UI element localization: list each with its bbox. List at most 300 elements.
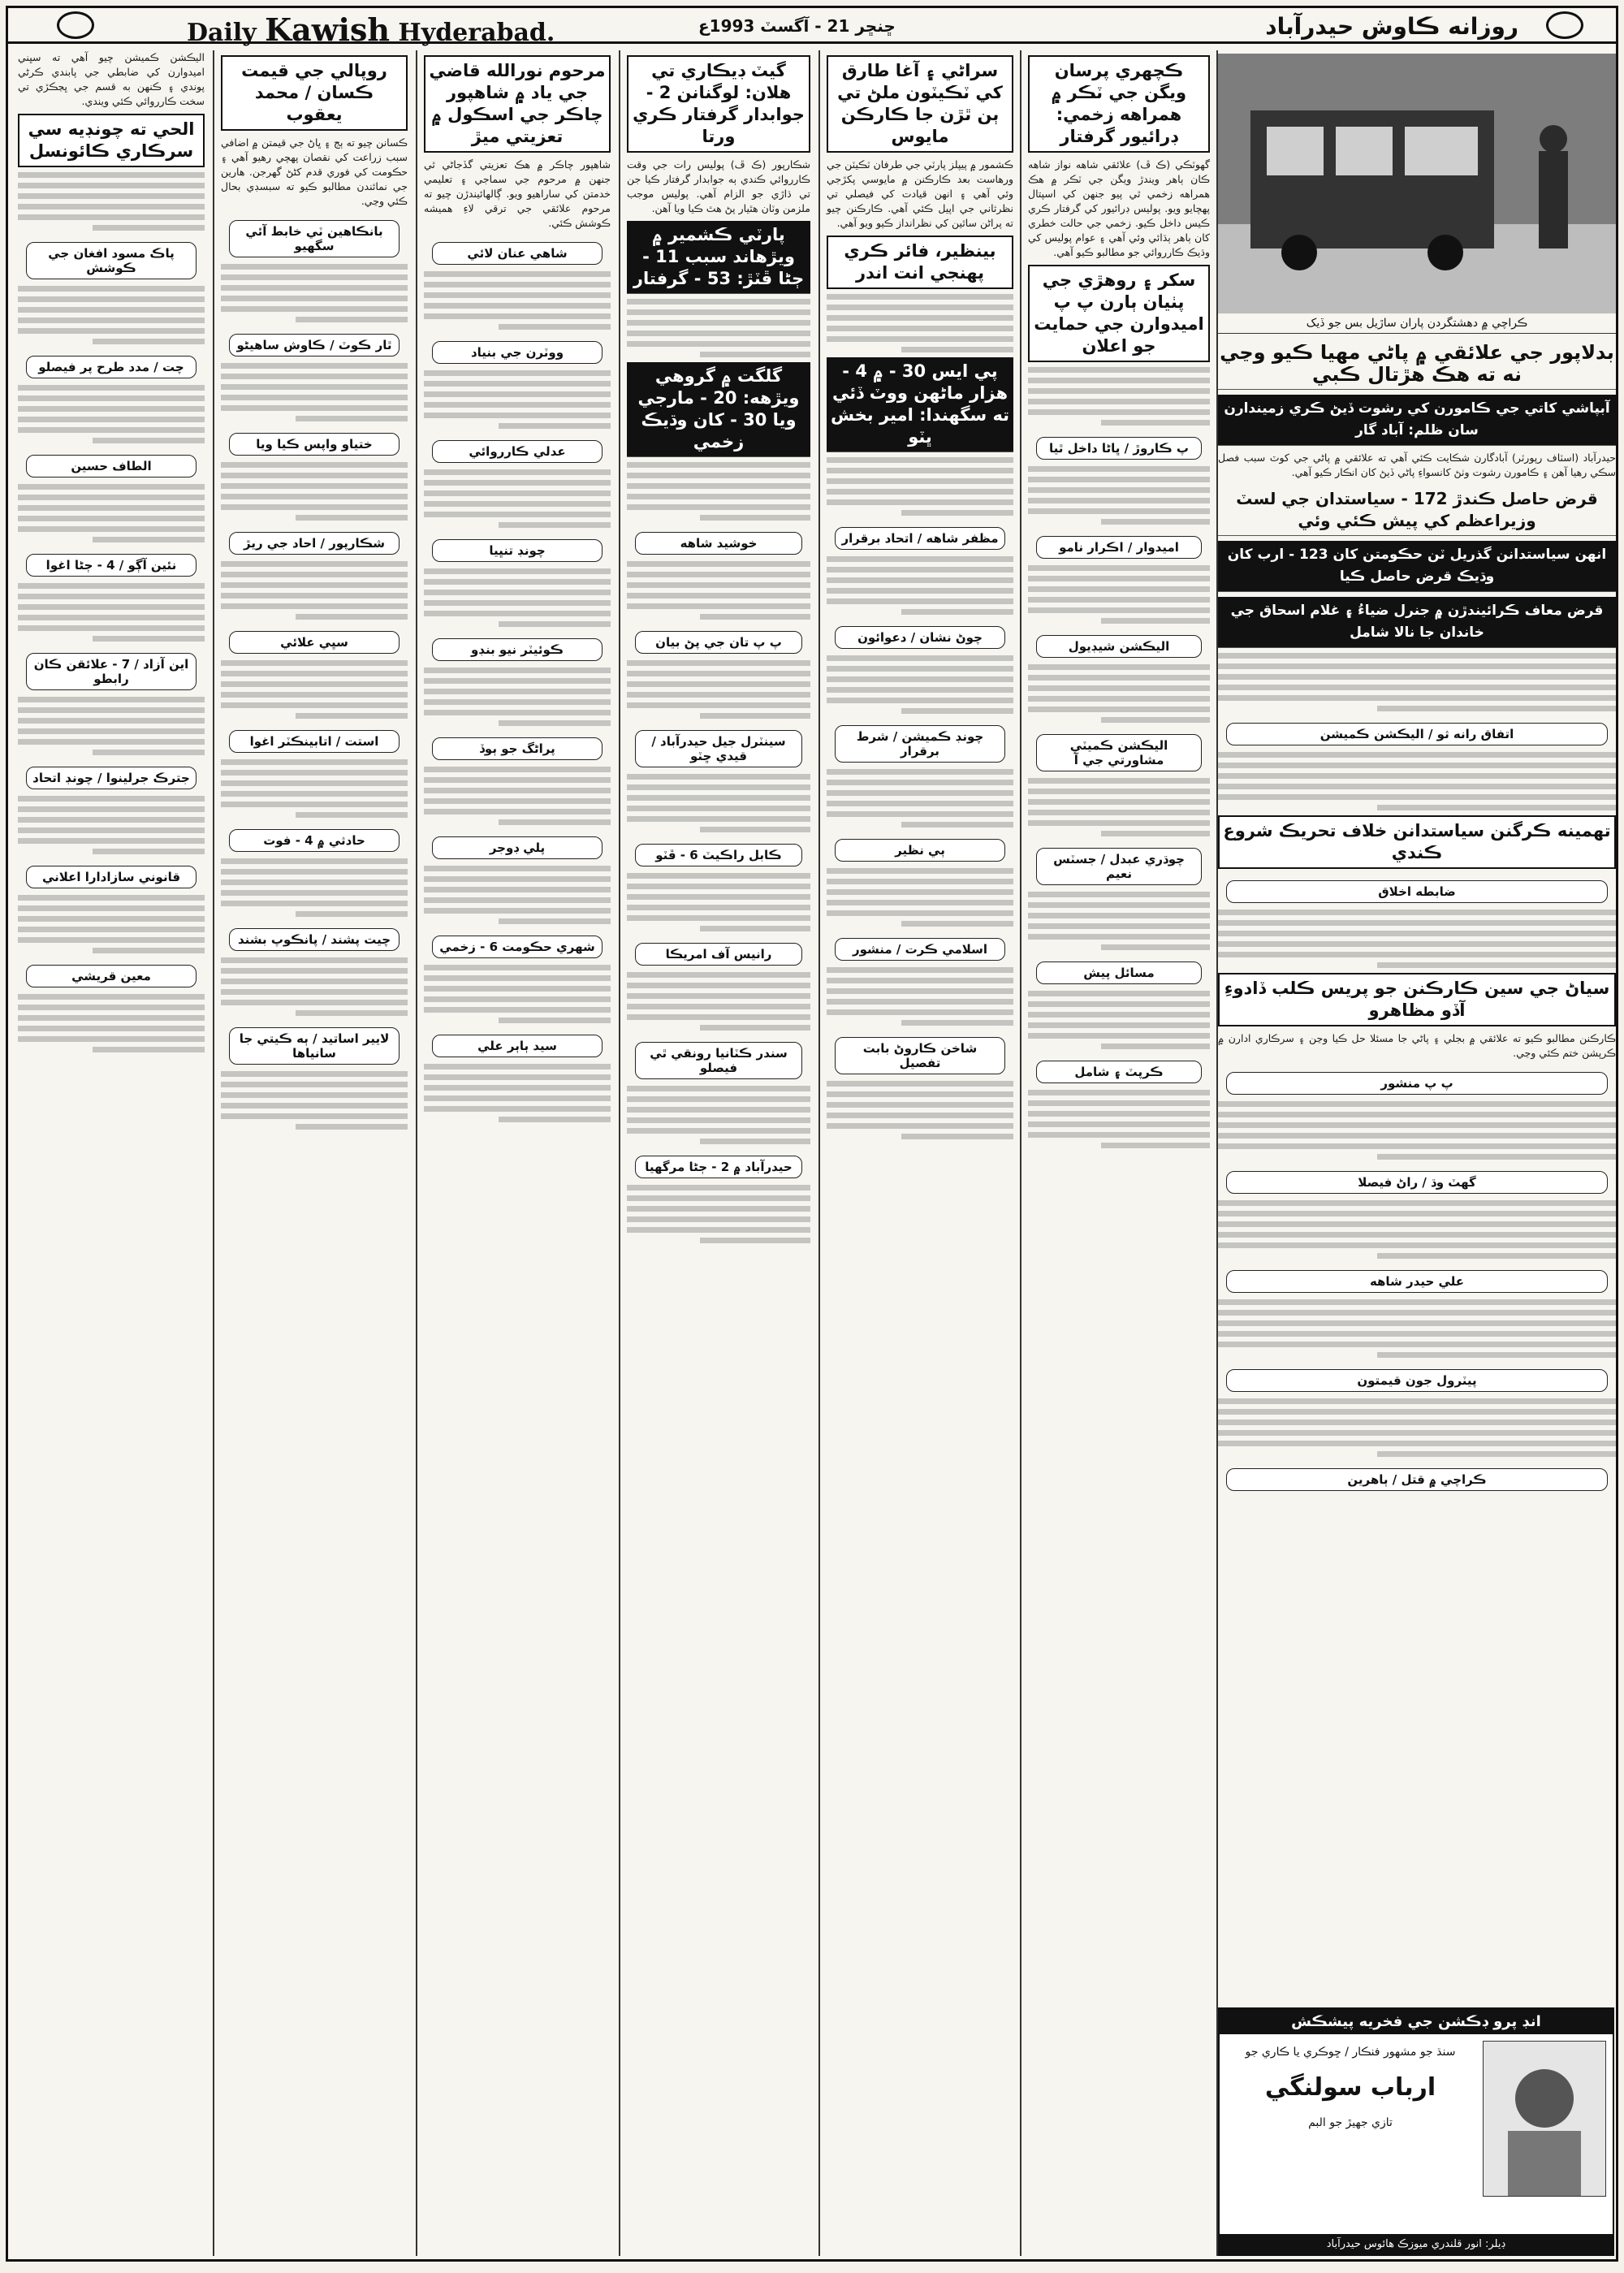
strip-sub7: ڪراچي ۾ قتل / ٻاهرين xyxy=(1226,1468,1608,1491)
text-line-placeholder xyxy=(499,720,611,726)
text-line-placeholder xyxy=(499,621,611,627)
col4-filler xyxy=(424,668,611,726)
text-line-placeholder xyxy=(424,402,611,408)
text-line-placeholder xyxy=(627,1117,810,1123)
text-line-placeholder xyxy=(627,894,810,900)
text-line-placeholder xyxy=(1218,752,1616,758)
text-line-placeholder xyxy=(221,989,408,995)
column-1 xyxy=(1023,50,1215,2256)
text-line-placeholder xyxy=(627,795,810,801)
col1-filler xyxy=(1028,778,1210,836)
text-line-placeholder xyxy=(18,728,205,734)
text-line-placeholder xyxy=(424,710,611,715)
text-line-placeholder xyxy=(1028,1033,1210,1039)
col2-filler xyxy=(827,769,1013,828)
text-line-placeholder xyxy=(1101,831,1210,836)
text-line-placeholder xyxy=(221,264,408,270)
text-line-placeholder xyxy=(1028,675,1210,681)
text-line-placeholder xyxy=(18,615,205,620)
text-line-placeholder xyxy=(627,993,810,999)
text-line-placeholder xyxy=(424,381,611,387)
text-line-placeholder xyxy=(1377,962,1616,968)
text-line-placeholder xyxy=(627,603,810,609)
text-line-placeholder xyxy=(221,285,408,291)
col1-filler xyxy=(1028,367,1210,426)
strip-filler xyxy=(1218,1200,1616,1259)
text-line-placeholder xyxy=(18,318,205,323)
text-line-placeholder xyxy=(1218,1299,1616,1305)
text-line-placeholder xyxy=(499,1117,611,1122)
text-line-placeholder xyxy=(627,692,810,698)
text-line-placeholder xyxy=(1028,1121,1210,1127)
col1-body-text: گهوٽڪي (ڪ ڦ) علائقي شاهه نواز شاهه ڪان ٻاهر ويندڙ ويگن جي ٽڪر ۾ هڪ همراهه زخمي ٿي پيو جنهن کي اسپتال پهچايو ويو. پوليس ڊرائيور کي گرفتار ڪري ڪيس داخل ڪيو. زخمي جي حالت خطري کان ٻاهر ٻڌائي وئي آهي ۽ عوام پوليس کي وڌيڪ ڪارروائي جو مطالبو ڪيو آهي. xyxy=(1028,158,1210,258)
text-line-placeholder xyxy=(221,1113,408,1119)
text-line-placeholder xyxy=(827,676,1013,682)
text-line-placeholder xyxy=(1028,1012,1210,1018)
column-divider xyxy=(818,50,820,2256)
text-line-placeholder xyxy=(221,473,408,478)
text-line-placeholder xyxy=(627,1216,810,1222)
text-line-placeholder xyxy=(424,866,611,871)
text-line-placeholder xyxy=(18,395,205,401)
text-line-placeholder xyxy=(221,890,408,896)
text-line-placeholder xyxy=(18,505,205,511)
text-line-placeholder xyxy=(1218,794,1616,800)
text-line-placeholder xyxy=(424,798,611,804)
col6-filler xyxy=(18,385,205,443)
text-line-placeholder xyxy=(18,927,205,932)
text-line-placeholder xyxy=(1028,565,1210,571)
text-line-placeholder xyxy=(901,1134,1013,1139)
text-line-placeholder xyxy=(424,501,611,507)
text-line-placeholder xyxy=(424,678,611,684)
text-line-placeholder xyxy=(627,671,810,676)
ad-singer: ارباب سولنگي xyxy=(1264,2073,1436,2102)
text-line-placeholder xyxy=(1218,773,1616,779)
text-line-placeholder xyxy=(221,1071,408,1077)
text-line-placeholder xyxy=(18,183,205,188)
text-line-placeholder xyxy=(1377,1451,1616,1457)
text-line-placeholder xyxy=(424,689,611,694)
col5-sub8: چيت پشند / پانڪوپ بشند xyxy=(229,928,400,951)
text-line-placeholder xyxy=(1028,409,1210,415)
strip-body1 xyxy=(1218,451,1616,480)
ad-line2: تازي جهيڙ جو البم xyxy=(1308,2116,1393,2129)
text-line-placeholder xyxy=(424,413,611,418)
text-line-placeholder xyxy=(424,1095,611,1101)
col5-sub6: استت / اتابينڪٽر اغوا xyxy=(229,730,400,753)
text-line-placeholder xyxy=(424,897,611,903)
text-line-placeholder xyxy=(221,858,408,864)
text-line-placeholder xyxy=(18,427,205,433)
text-line-placeholder xyxy=(221,405,408,411)
text-line-placeholder xyxy=(700,1025,810,1031)
col3-filler xyxy=(627,774,810,832)
col4-filler xyxy=(424,1064,611,1122)
text-line-placeholder xyxy=(1028,1001,1210,1007)
text-line-placeholder xyxy=(221,1000,408,1005)
col3-filler xyxy=(627,1185,810,1243)
text-line-placeholder xyxy=(700,515,810,521)
col4-body-text: شاهپور چاڪر ۾ هڪ تعزيتي گڏجاڻي ٿي جنهن ۾ مرحوم جي سماجي ۽ تعليمي خدمتن کي ساراهيو ويو. ڳالهائيندڙن چيو ته مرحوم علائقي جي ترقي لاءِ هميشه ڪوشش ڪئي. xyxy=(424,158,611,229)
text-line-placeholder xyxy=(296,911,408,917)
col4-filler xyxy=(424,965,611,1023)
text-line-placeholder xyxy=(827,598,1013,604)
text-line-placeholder xyxy=(93,1047,205,1052)
text-line-placeholder xyxy=(93,537,205,542)
text-line-placeholder xyxy=(221,1082,408,1087)
text-line-placeholder xyxy=(627,1096,810,1102)
col1-body xyxy=(1028,158,1210,260)
strip-head3: انهن سياستدانن گذريل ٽن حڪومتن کان 123 - ارب کان وڌيڪ قرض حاصل ڪيا xyxy=(1218,541,1616,592)
text-line-placeholder xyxy=(424,965,611,970)
text-line-placeholder xyxy=(901,347,1013,352)
text-line-placeholder xyxy=(221,274,408,280)
text-line-placeholder xyxy=(296,1124,408,1130)
col1-sub2: پ ڪاروڙ / ڀاڻا داخل ٿيا xyxy=(1036,437,1202,460)
col2-sub5: چونڊ ڪميشن / شرط برقرار xyxy=(835,725,1005,763)
text-line-placeholder xyxy=(221,802,408,807)
text-line-placeholder xyxy=(827,556,1013,562)
text-line-placeholder xyxy=(221,582,408,588)
text-line-placeholder xyxy=(18,516,205,521)
masthead-left-ornament xyxy=(57,11,94,39)
text-line-placeholder xyxy=(827,1009,1013,1015)
text-line-placeholder xyxy=(827,780,1013,785)
text-line-placeholder xyxy=(1028,892,1210,897)
text-line-placeholder xyxy=(1218,1420,1616,1425)
text-line-placeholder xyxy=(18,796,205,802)
text-line-placeholder xyxy=(18,583,205,589)
text-line-placeholder xyxy=(499,522,611,528)
text-line-placeholder xyxy=(424,271,611,277)
text-line-placeholder xyxy=(424,480,611,486)
col5-sub5: سڀي علائي xyxy=(229,631,400,654)
text-line-placeholder xyxy=(1028,707,1210,712)
text-line-placeholder xyxy=(627,483,810,489)
newspaper-page xyxy=(6,6,1618,2262)
col6-filler xyxy=(18,994,205,1052)
col6-filler xyxy=(18,484,205,542)
text-line-placeholder xyxy=(221,702,408,708)
text-line-placeholder xyxy=(1028,820,1210,826)
col4-filler xyxy=(424,767,611,825)
strip-headline: بدلاپور جي علائقي ۾ پاڻي مهيا ڪيو وڃي نه ته هڪ هڙتال ڪبي xyxy=(1218,339,1616,390)
text-line-placeholder xyxy=(827,687,1013,693)
col4-sub3: عدلي ڪارروائي xyxy=(432,440,603,463)
strip-sub2: ضابطه اخلاق xyxy=(1226,880,1608,903)
col2-sub4: چوڻ نشان / دعوائون xyxy=(835,626,1005,649)
col2-headline: سراڻي ۽ آغا طارق کي ٽڪيٽون ملڻ تي ٻن ٿڙن جا ڪارڪن مايوس xyxy=(827,55,1013,153)
text-line-placeholder xyxy=(424,887,611,892)
text-line-placeholder xyxy=(901,510,1013,516)
text-line-placeholder xyxy=(627,681,810,687)
col5-filler xyxy=(221,660,408,719)
col3-sub1: پارٽي ڪشمير ۾ ويڙهاند سبب 11 - ڄڻا ڦٽڙ: 53 - گرفتار xyxy=(627,221,810,294)
text-line-placeholder xyxy=(93,636,205,642)
text-line-placeholder xyxy=(18,172,205,178)
text-line-placeholder xyxy=(93,849,205,854)
text-line-placeholder xyxy=(627,561,810,567)
text-line-placeholder xyxy=(18,1036,205,1042)
text-line-placeholder xyxy=(221,780,408,786)
col4-sub8: شهري حڪومت 6 - زخمي xyxy=(432,936,603,958)
text-line-placeholder xyxy=(1377,805,1616,810)
text-line-placeholder xyxy=(499,918,611,924)
text-line-placeholder xyxy=(1028,1022,1210,1028)
text-line-placeholder xyxy=(424,469,611,475)
col2-sub1: بينظير، فائر ڪري پهنجي انت اندر xyxy=(827,236,1013,289)
text-line-placeholder xyxy=(627,816,810,822)
text-line-placeholder xyxy=(424,777,611,783)
text-line-placeholder xyxy=(627,593,810,598)
col6-sub2: چت / مدد طرح پر فيصلو xyxy=(26,356,197,378)
text-line-placeholder xyxy=(1101,519,1210,525)
text-line-placeholder xyxy=(1218,1143,1616,1149)
text-line-placeholder xyxy=(700,1139,810,1144)
text-line-placeholder xyxy=(827,1123,1013,1129)
text-line-placeholder xyxy=(221,384,408,390)
col5-filler xyxy=(221,1071,408,1130)
text-line-placeholder xyxy=(424,1074,611,1080)
text-line-placeholder xyxy=(627,1195,810,1201)
col5-body xyxy=(221,136,408,209)
col5-sub9: لايير اساتيد / ٻه ڪيتي جا سانياها xyxy=(229,1027,400,1065)
text-line-placeholder xyxy=(1028,466,1210,472)
text-line-placeholder xyxy=(901,921,1013,927)
text-line-placeholder xyxy=(221,770,408,776)
col3-filler xyxy=(627,462,810,521)
col3-sub7: رانيس آف امريڪا xyxy=(635,943,802,966)
col4-filler xyxy=(424,568,611,627)
ad-title: انڊ پرو ڊڪشن جي فخريه پيشڪش xyxy=(1220,2009,1613,2034)
text-line-placeholder xyxy=(827,698,1013,703)
text-line-placeholder xyxy=(424,391,611,397)
text-line-placeholder xyxy=(1218,1430,1616,1436)
text-line-placeholder xyxy=(827,801,1013,806)
text-line-placeholder xyxy=(627,473,810,478)
text-line-placeholder xyxy=(1101,717,1210,723)
col4-sub4: چونڊ تنڀيا xyxy=(432,539,603,562)
text-line-placeholder xyxy=(424,767,611,772)
text-line-placeholder xyxy=(424,600,611,606)
text-line-placeholder xyxy=(18,817,205,823)
text-line-placeholder xyxy=(1028,388,1210,394)
col3-filler xyxy=(627,660,810,719)
col6-filler xyxy=(18,796,205,854)
col1-sub6: چوڌري عبدل / جسٽس نعيم xyxy=(1036,848,1202,885)
text-line-placeholder xyxy=(627,494,810,499)
text-line-placeholder xyxy=(1218,1211,1616,1216)
col3-filler xyxy=(627,873,810,931)
text-line-placeholder xyxy=(700,713,810,719)
col6-filler xyxy=(18,286,205,344)
text-line-placeholder xyxy=(18,697,205,702)
text-line-placeholder xyxy=(18,214,205,220)
text-line-placeholder xyxy=(827,967,1013,973)
strip-filler xyxy=(1218,1299,1616,1358)
col6-sub3: الطاف حسين xyxy=(26,455,197,478)
text-line-placeholder xyxy=(627,1185,810,1191)
col2-filler xyxy=(827,868,1013,927)
text-line-placeholder xyxy=(221,504,408,510)
text-line-placeholder xyxy=(93,339,205,344)
text-line-placeholder xyxy=(296,713,408,719)
col3-body-text: شڪارپور (ڪ ڦ) پوليس رات جي وقت ڪارروائي ڪندي ٻه جوابدار گرفتار ڪيا جن تي ڌاڙي جو الزام آهي. پوليس موجب ملزمن وٽان هٿيار پڻ هٿ ڪيا ويا آهن. xyxy=(627,158,810,214)
text-line-placeholder xyxy=(1028,607,1210,613)
text-line-placeholder xyxy=(627,983,810,988)
col3-sub2: گلگت ۾ گروهي ويڙهه: 20 - مارجي ويا 30 - کان وڌيڪ زخمي xyxy=(627,362,810,457)
text-line-placeholder xyxy=(827,879,1013,884)
col4-sub9: سيد ٻاٻر علي xyxy=(432,1035,603,1057)
text-line-placeholder xyxy=(1028,913,1210,918)
text-line-placeholder xyxy=(1218,674,1616,680)
strip-body2-text: ڪارڪنن مطالبو ڪيو ته علائقي ۾ بجلي ۽ پاڻي جا مسئلا حل ڪيا وڃن ۽ سرڪاري ادارن ۾ ڪرپشن ختم ڪئي وڃي. xyxy=(1218,1032,1616,1059)
col3-filler xyxy=(627,561,810,620)
text-line-placeholder xyxy=(221,306,408,312)
text-line-placeholder xyxy=(221,395,408,400)
strip-filler xyxy=(1218,910,1616,968)
text-line-placeholder xyxy=(221,901,408,906)
text-line-placeholder xyxy=(1218,685,1616,690)
text-line-placeholder xyxy=(499,1018,611,1023)
text-line-placeholder xyxy=(627,806,810,811)
text-line-placeholder xyxy=(499,423,611,429)
text-line-placeholder xyxy=(221,363,408,369)
col3-sub9: حيدرآباد ۾ 2 - ڄڻا مرگهيا xyxy=(635,1156,802,1178)
text-line-placeholder xyxy=(221,462,408,468)
text-line-placeholder xyxy=(827,868,1013,874)
text-line-placeholder xyxy=(296,614,408,620)
strip-sub6: پيٽرول جون قيمتون xyxy=(1226,1369,1608,1392)
column-5 xyxy=(216,50,412,2256)
text-line-placeholder xyxy=(18,916,205,922)
col6-filler xyxy=(18,895,205,953)
masthead-right-ornament xyxy=(1546,11,1583,39)
text-line-placeholder xyxy=(18,604,205,610)
text-line-placeholder xyxy=(1218,952,1616,957)
text-line-placeholder xyxy=(424,1064,611,1070)
col2-filler xyxy=(827,1081,1013,1139)
column-divider xyxy=(416,50,417,2256)
text-line-placeholder xyxy=(827,1113,1013,1118)
text-line-placeholder xyxy=(424,292,611,298)
text-line-placeholder xyxy=(1101,618,1210,624)
col6-sub1: پاڪ مسود افغان جي ڪوشش xyxy=(26,242,197,279)
text-line-placeholder xyxy=(1028,498,1210,503)
text-line-placeholder xyxy=(221,869,408,875)
photo-caption: ڪراچي ۾ دهشتگردن پاران ساڙيل بس جو ڏيک xyxy=(1218,313,1616,334)
text-line-placeholder xyxy=(1218,1331,1616,1337)
col4-filler xyxy=(424,866,611,924)
text-line-placeholder xyxy=(627,905,810,910)
text-line-placeholder xyxy=(424,996,611,1002)
text-line-placeholder xyxy=(18,739,205,745)
bus-photo-illustration xyxy=(1218,54,1616,313)
col1-sub8: ڪرپٽ ۽ شامل xyxy=(1036,1061,1202,1083)
masthead-date: ڇنڇر 21 - آگسٽ 1993ع xyxy=(698,16,896,36)
text-line-placeholder xyxy=(221,759,408,765)
text-line-placeholder xyxy=(18,406,205,412)
text-line-placeholder xyxy=(827,978,1013,983)
ad-footer: ڊيلر: انور قلندري ميوزڪ هائوس حيدرآباد xyxy=(1220,2234,1613,2254)
text-line-placeholder xyxy=(221,660,408,666)
col1-filler xyxy=(1028,466,1210,525)
text-line-placeholder xyxy=(424,370,611,376)
text-line-placeholder xyxy=(1218,695,1616,701)
text-line-placeholder xyxy=(1218,941,1616,947)
text-line-placeholder xyxy=(18,937,205,943)
col2-sub8: شاخن ڪاروڻ بابت تفصيل xyxy=(835,1037,1005,1074)
strip-filler xyxy=(1218,1398,1616,1457)
text-line-placeholder xyxy=(93,750,205,755)
text-line-placeholder xyxy=(18,828,205,833)
text-line-placeholder xyxy=(627,504,810,510)
text-line-placeholder xyxy=(424,1106,611,1112)
text-line-placeholder xyxy=(627,1227,810,1233)
text-line-placeholder xyxy=(499,324,611,330)
text-line-placeholder xyxy=(827,294,1013,300)
col1-sub4: اليڪشن شيڊيول xyxy=(1036,635,1202,658)
text-line-placeholder xyxy=(627,884,810,889)
text-line-placeholder xyxy=(1218,1232,1616,1238)
col5-filler xyxy=(221,462,408,521)
text-line-placeholder xyxy=(221,561,408,567)
col6-headline: الحي ته چونڊيه سي سرڪاري ڪائونسل xyxy=(18,114,205,167)
text-line-placeholder xyxy=(901,708,1013,714)
col1-filler xyxy=(1028,565,1210,624)
text-line-placeholder xyxy=(1028,778,1210,784)
text-line-placeholder xyxy=(627,702,810,708)
text-line-placeholder xyxy=(424,986,611,992)
text-line-placeholder xyxy=(1028,576,1210,581)
text-line-placeholder xyxy=(627,1004,810,1009)
bus-photo xyxy=(1218,54,1616,313)
text-line-placeholder xyxy=(18,204,205,210)
text-line-placeholder xyxy=(1028,991,1210,996)
text-line-placeholder xyxy=(424,579,611,585)
text-line-placeholder xyxy=(221,593,408,598)
text-line-placeholder xyxy=(1218,1112,1616,1117)
text-line-placeholder xyxy=(1218,763,1616,768)
text-line-placeholder xyxy=(424,668,611,673)
text-line-placeholder xyxy=(296,1010,408,1016)
text-line-placeholder xyxy=(827,315,1013,321)
text-line-placeholder xyxy=(1028,1111,1210,1117)
text-line-placeholder xyxy=(221,692,408,698)
text-line-placeholder xyxy=(1218,1310,1616,1316)
text-line-placeholder xyxy=(627,309,810,315)
music-album-advert xyxy=(1218,2007,1614,2256)
text-line-placeholder xyxy=(296,515,408,521)
col1-sub3: اميدوار / اڪرار نامو xyxy=(1036,536,1202,559)
text-line-placeholder xyxy=(700,926,810,931)
col6-sub4: نئين آڳو / 4 - ڄڻا اغوا xyxy=(26,554,197,577)
text-line-placeholder xyxy=(627,1086,810,1091)
text-line-placeholder xyxy=(424,876,611,882)
ad-text-block xyxy=(1226,2041,1475,2197)
text-line-placeholder xyxy=(1218,1101,1616,1107)
text-line-placeholder xyxy=(1101,420,1210,426)
strip-filler xyxy=(1218,1101,1616,1160)
masthead-title-prefix: Daily xyxy=(187,19,257,47)
text-line-placeholder xyxy=(18,296,205,302)
strip-sub3: پ پ منشور xyxy=(1226,1072,1608,1095)
col5-sub2: ٿار ڪوٽ / ڪاوش ساهيڻو xyxy=(229,334,400,357)
strip-sub5: علي حيدر شاهه xyxy=(1226,1270,1608,1293)
text-line-placeholder xyxy=(1377,706,1616,711)
singer-portrait xyxy=(1483,2041,1606,2197)
